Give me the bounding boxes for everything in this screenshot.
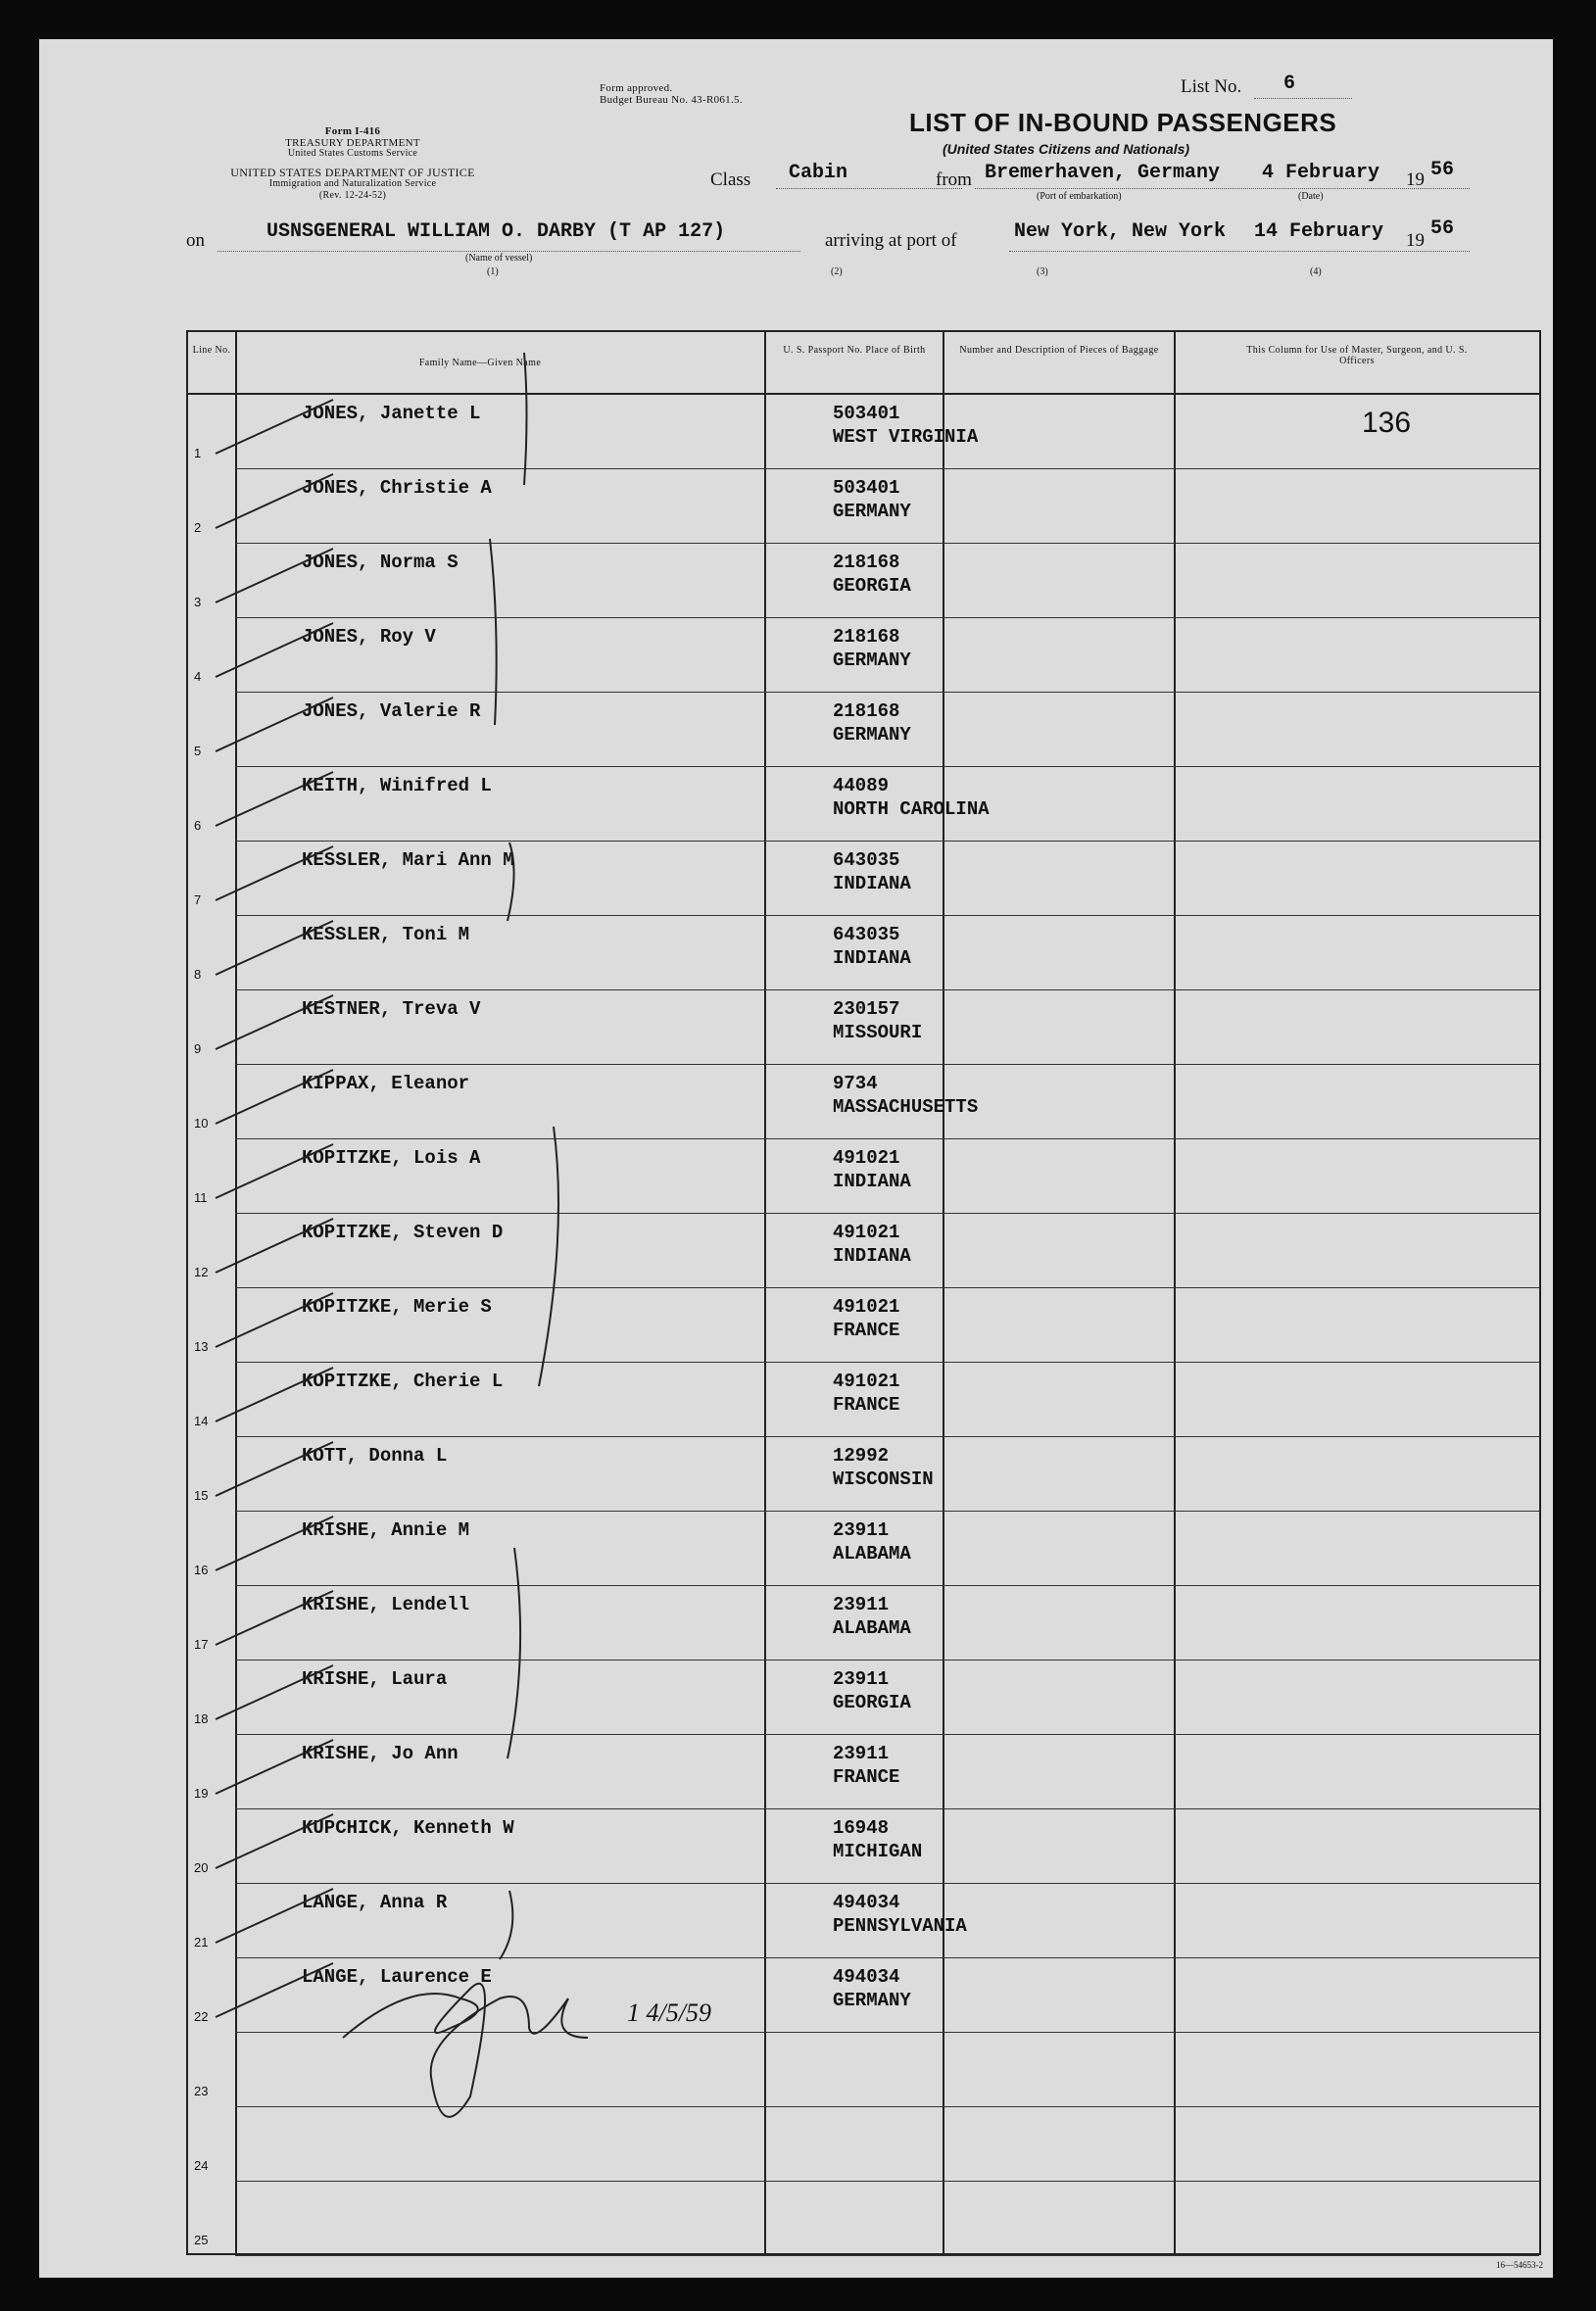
line-number: 7 — [194, 892, 202, 907]
treasury-department: TREASURY DEPARTMENT — [285, 137, 420, 149]
check-marks — [216, 400, 333, 2017]
passenger-name: KIPPAX, Eleanor — [302, 1073, 470, 1094]
check-mark — [216, 772, 333, 826]
bracket-jones — [524, 353, 527, 485]
passenger-name: KOPITZKE, Steven D — [302, 1222, 504, 1243]
place-of-birth: FRANCE — [833, 1766, 900, 1788]
check-mark — [216, 1293, 333, 1347]
passport-number: 491021 — [833, 1371, 900, 1392]
line-number: 10 — [194, 1116, 209, 1131]
place-of-birth: ALABAMA — [833, 1543, 911, 1565]
vessel-caption: (Name of vessel) — [465, 253, 533, 264]
place-of-birth: GEORGIA — [833, 1692, 911, 1713]
place-of-birth: GERMANY — [833, 724, 911, 746]
passenger-name: KRISHE, Jo Ann — [302, 1743, 459, 1764]
check-mark — [216, 549, 333, 602]
line-number: 22 — [194, 2009, 209, 2024]
column-ref-4: (4) — [1310, 266, 1322, 277]
passenger-name: KOPITZKE, Cherie L — [302, 1371, 504, 1392]
line-number: 14 — [194, 1414, 209, 1428]
on-label: on — [186, 230, 205, 251]
vessel-name: USNSGENERAL WILLIAM O. DARBY (T AP 127) — [266, 220, 726, 243]
passenger-name: LANGE, Laurence E — [302, 1966, 492, 1988]
arrival-date: 14 February — [1254, 220, 1384, 243]
place-of-birth: INDIANA — [833, 1245, 911, 1267]
passport-number: 12992 — [833, 1445, 890, 1467]
line-number: 17 — [194, 1637, 209, 1652]
line-number: 21 — [194, 1935, 209, 1950]
place-of-birth: MICHIGAN — [833, 1841, 923, 1862]
passenger-name: KUPCHICK, Kenneth W — [302, 1817, 514, 1839]
passport-number: 23911 — [833, 1668, 890, 1690]
passport-number: 44089 — [833, 775, 890, 796]
line-number: 12 — [194, 1265, 209, 1279]
passport-number: 218168 — [833, 700, 900, 722]
line-number: 8 — [194, 967, 202, 982]
line-number: 24 — [194, 2158, 209, 2173]
place-of-birth: GERMANY — [833, 650, 911, 671]
passenger-list-page — [39, 39, 1553, 2278]
immigration-service: Immigration and Naturalization Service — [268, 178, 437, 189]
from-year-prefix: 19 — [1406, 169, 1425, 190]
passenger-name: KOPITZKE, Merie S — [302, 1296, 492, 1318]
passenger-name: KRISHE, Laura — [302, 1668, 448, 1690]
passenger-name: JONES, Valerie R — [302, 700, 481, 722]
from-label: from — [936, 169, 972, 190]
arrival-year-prefix: 19 — [1406, 230, 1425, 251]
place-of-birth: NORTH CAROLINA — [833, 798, 990, 820]
passenger-name: JONES, Roy V — [302, 626, 436, 648]
place-of-birth: GEORGIA — [833, 575, 911, 597]
column-header-line-no: Line No. — [192, 345, 231, 356]
line-number: 15 — [194, 1488, 209, 1503]
place-of-birth: MASSACHUSETTS — [833, 1096, 979, 1118]
check-mark — [216, 846, 333, 900]
place-of-birth: FRANCE — [833, 1320, 900, 1341]
place-of-birth: INDIANA — [833, 947, 911, 969]
line-number: 16 — [194, 1563, 209, 1577]
passenger-name: KESTNER, Treva V — [302, 998, 481, 1020]
passenger-name: KEITH, Winifred L — [302, 775, 492, 796]
passenger-name: KRISHE, Lendell — [302, 1594, 470, 1615]
check-mark — [216, 1219, 333, 1273]
line-number: 25 — [194, 2233, 209, 2247]
handwritten-marks — [39, 39, 1553, 2278]
passenger-name: KESSLER, Toni M — [302, 924, 470, 945]
line-number: 2 — [194, 520, 202, 535]
column-ref-2: (2) — [831, 266, 843, 277]
column-header-name: Family Name—Given Name — [418, 358, 542, 368]
footer-code: 16—54653-2 — [1496, 2260, 1543, 2270]
passenger-name: KOTT, Donna L — [302, 1445, 448, 1467]
bracket-kopitzke — [539, 1127, 558, 1386]
arrival-year: 56 — [1430, 217, 1455, 240]
place-of-birth: INDIANA — [833, 1171, 911, 1192]
passenger-name: KOPITZKE, Lois A — [302, 1147, 481, 1169]
place-of-birth: GERMANY — [833, 1990, 911, 2011]
passport-number: 503401 — [833, 403, 900, 424]
line-number: 9 — [194, 1041, 202, 1056]
column-header-officers: This Column for Use of Master, Surgeon, and U. S. Officers — [1246, 345, 1468, 366]
arriving-label: arriving at port of — [825, 230, 957, 251]
check-mark — [216, 1814, 333, 1868]
column-ref-3: (3) — [1037, 266, 1048, 277]
passport-number: 23911 — [833, 1594, 890, 1615]
class-label: Class — [710, 169, 751, 190]
line-number: 18 — [194, 1711, 209, 1726]
passport-number: 494034 — [833, 1966, 900, 1988]
check-mark — [216, 1665, 333, 1719]
line-number: 4 — [194, 669, 202, 684]
official-mark: 136 — [1362, 407, 1412, 439]
bracket-krishe — [508, 1548, 520, 1758]
from-year-value: 56 — [1430, 159, 1455, 181]
check-mark — [216, 1144, 333, 1198]
passport-number: 503401 — [833, 477, 900, 499]
bracket-lange — [500, 1891, 512, 1959]
date-caption: (Date) — [1298, 191, 1324, 202]
place-of-birth: ALABAMA — [833, 1617, 911, 1639]
form-approved: Form approved. — [600, 82, 673, 94]
signature — [343, 1984, 588, 2117]
page-subtitle: (United States Citizens and Nationals) — [943, 141, 1190, 157]
list-no-value: 6 — [1283, 72, 1296, 95]
passport-number: 23911 — [833, 1743, 890, 1764]
check-mark — [216, 1889, 333, 1943]
line-number: 11 — [194, 1190, 208, 1205]
passport-number: 643035 — [833, 924, 900, 945]
check-mark — [216, 1591, 333, 1645]
column-header-baggage: Number and Description of Pieces of Baggage — [959, 345, 1159, 356]
check-mark — [216, 1442, 333, 1496]
check-mark — [216, 921, 333, 975]
check-mark — [216, 1070, 333, 1124]
from-port-value: Bremerhaven, Germany — [985, 162, 1221, 184]
passport-number: 494034 — [833, 1892, 900, 1913]
place-of-birth: INDIANA — [833, 873, 911, 894]
port-caption: (Port of embarkation) — [1037, 191, 1122, 202]
column-ref-1: (1) — [487, 266, 499, 277]
check-mark — [216, 400, 333, 454]
passport-number: 491021 — [833, 1147, 900, 1169]
passenger-name: JONES, Christie A — [302, 477, 492, 499]
passport-number: 218168 — [833, 552, 900, 573]
passport-number: 16948 — [833, 1817, 890, 1839]
customs-service: United States Customs Service — [287, 148, 418, 159]
check-mark — [216, 474, 333, 528]
passenger-name: KRISHE, Annie M — [302, 1519, 470, 1541]
budget-bureau: Budget Bureau No. 43-R061.5. — [600, 94, 743, 106]
place-of-birth: WEST VIRGINIA — [833, 426, 979, 448]
line-number: 3 — [194, 595, 202, 609]
bracket-kessler — [508, 843, 514, 921]
class-value: Cabin — [789, 162, 848, 184]
line-number: 13 — [194, 1339, 209, 1354]
department-of-justice: UNITED STATES DEPARTMENT OF JUSTICE — [230, 166, 475, 179]
line-number: 19 — [194, 1786, 209, 1801]
passport-number: 23911 — [833, 1519, 890, 1541]
place-of-birth: WISCONSIN — [833, 1468, 934, 1490]
check-mark — [216, 698, 333, 751]
passenger-name: JONES, Janette L — [302, 403, 481, 424]
line-number: 20 — [194, 1860, 209, 1875]
passport-number: 491021 — [833, 1296, 900, 1318]
line-number: 6 — [194, 818, 202, 833]
passport-number: 9734 — [833, 1073, 878, 1094]
place-of-birth: FRANCE — [833, 1394, 900, 1416]
passport-number: 643035 — [833, 849, 900, 871]
form-number: Form I-416 — [324, 125, 381, 137]
line-number: 5 — [194, 744, 202, 758]
check-mark — [216, 623, 333, 677]
check-mark — [216, 1740, 333, 1794]
line-number: 23 — [194, 2084, 209, 2098]
passenger-name: KESSLER, Mari Ann M — [302, 849, 514, 871]
passenger-name: JONES, Norma S — [302, 552, 459, 573]
arrival-port: New York, New York — [1014, 220, 1227, 243]
handwritten-note: 1 4/5/59 — [627, 1998, 711, 2027]
bracket-jones-2 — [490, 539, 497, 725]
passport-number: 491021 — [833, 1222, 900, 1243]
check-mark — [216, 1517, 333, 1570]
page-title: LIST OF IN-BOUND PASSENGERS — [909, 108, 1337, 137]
passenger-name: LANGE, Anna R — [302, 1892, 448, 1913]
check-mark — [216, 1368, 333, 1421]
place-of-birth: GERMANY — [833, 501, 911, 522]
from-date-value: 4 February — [1262, 162, 1380, 184]
line-number: 1 — [194, 446, 202, 460]
check-mark — [216, 995, 333, 1049]
passport-number: 218168 — [833, 626, 900, 648]
revision-date: (Rev. 12-24-52) — [318, 190, 387, 201]
list-no-label: List No. — [1181, 76, 1242, 97]
passport-number: 230157 — [833, 998, 900, 1020]
column-header-passport: U. S. Passport No. Place of Birth — [783, 345, 926, 356]
check-mark — [216, 1963, 333, 2017]
place-of-birth: MISSOURI — [833, 1022, 923, 1043]
place-of-birth: PENNSYLVANIA — [833, 1915, 967, 1937]
